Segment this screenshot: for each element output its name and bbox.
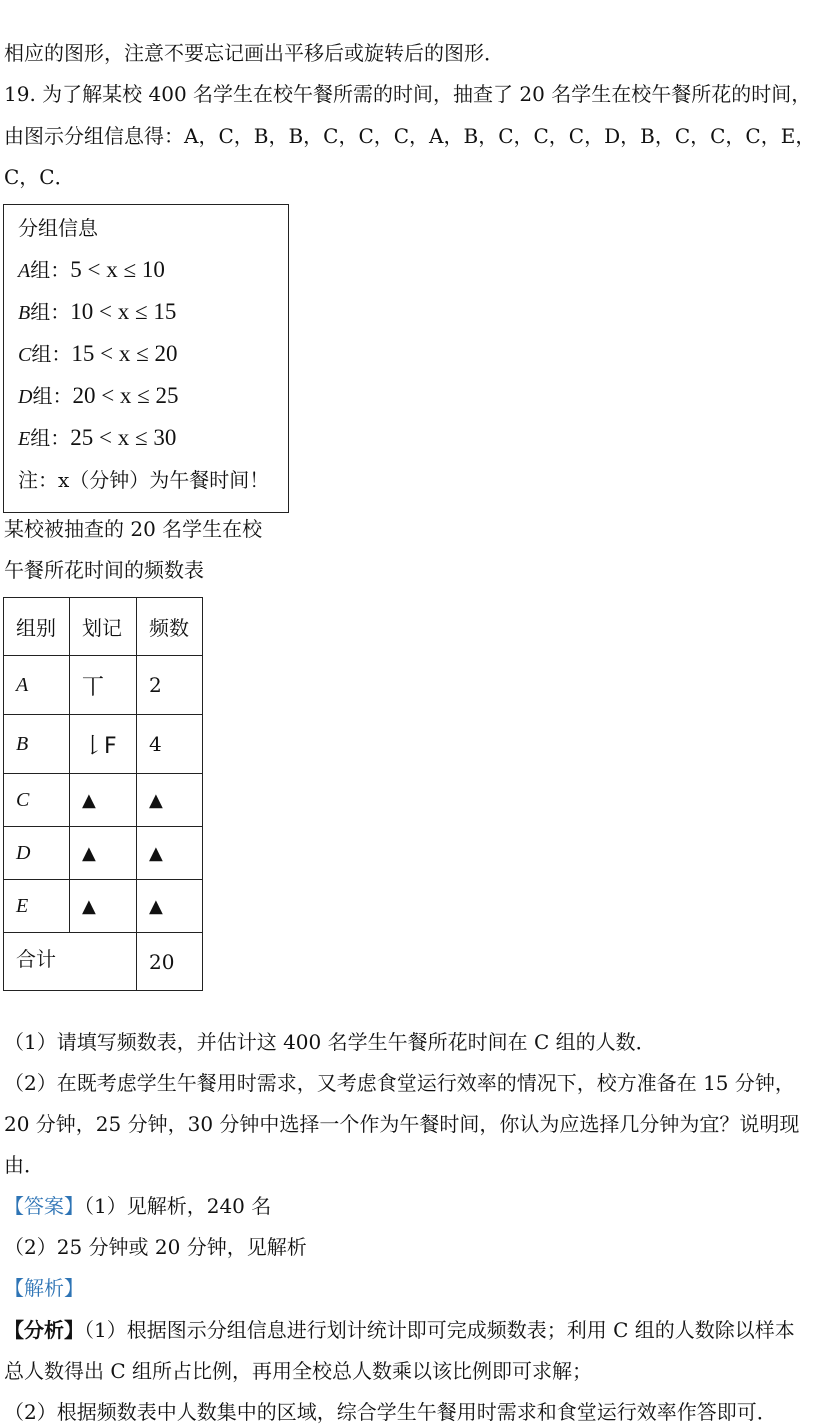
- group-name: A: [18, 260, 31, 282]
- group-name: E: [18, 428, 31, 450]
- group-name: B: [18, 302, 31, 324]
- analysis-p1-line1: （1）根据图示分组信息进行划计统计即可完成频数表；利用 C 组的人数除以样本: [84, 1318, 795, 1342]
- cell-count: ▲: [137, 880, 203, 933]
- cell-tally: 𠄌F: [70, 715, 137, 774]
- question-line-3: C，C．: [4, 165, 75, 189]
- group-name: D: [18, 386, 33, 408]
- group-suffix: 组：: [31, 342, 72, 366]
- table-total-row: [4, 933, 203, 991]
- cell-tally: ▲: [70, 880, 137, 933]
- frequency-table: [3, 597, 203, 991]
- question-line-2: 由图示分组信息得：A，C，B，B，C，C，C，A，B，C，C，C，D，B，C，C，C，E，: [4, 124, 816, 148]
- cell-total-value: 20: [137, 933, 203, 991]
- table-row: [4, 656, 203, 715]
- cell-tally: 丅: [70, 656, 137, 715]
- table-caption-line-2: 午餐所花时间的频数表: [4, 558, 204, 582]
- table-row: [4, 774, 203, 827]
- analysis-p1-line2: 总人数得出 C 组所占比例，再用全校总人数乘以该比例即可求解；: [4, 1359, 593, 1383]
- analysis-line-1: [4, 1317, 795, 1343]
- group-row-c: [18, 341, 177, 368]
- header-group: 组别: [4, 598, 70, 656]
- group-suffix: 组：: [30, 426, 71, 450]
- group-suffix: 组：: [30, 258, 71, 282]
- cell-count: 2: [137, 656, 203, 715]
- group-info-box: [3, 204, 289, 513]
- sub-question-2-line-3: 由．: [4, 1153, 44, 1177]
- analysis-p2: （2）根据频数表中人数集中的区域，综合学生午餐用时需求和食堂运行效率作答即可．: [4, 1400, 777, 1424]
- cell-tally: ▲: [70, 827, 137, 880]
- cell-count: ▲: [137, 827, 203, 880]
- group-range: 15 < x ≤ 20: [71, 341, 178, 366]
- group-row-a: [18, 257, 165, 284]
- table-row: [4, 715, 203, 774]
- table-row: [4, 880, 203, 933]
- answer-tag: 【答案】: [4, 1194, 84, 1218]
- cell-tally: ▲: [70, 774, 137, 827]
- group-suffix: 组：: [30, 300, 71, 324]
- group-info-title: 分组信息: [18, 216, 98, 240]
- group-range: 25 < x ≤ 30: [70, 425, 177, 450]
- group-name: C: [18, 344, 32, 366]
- group-range: 20 < x ≤ 25: [72, 383, 179, 408]
- cell-total-label: 合计: [4, 933, 137, 991]
- cell-group: A: [4, 656, 70, 715]
- header-tally: 划记: [70, 598, 137, 656]
- cell-group: C: [4, 774, 70, 827]
- group-range: 5 < x ≤ 10: [70, 257, 165, 282]
- table-header-row: [4, 598, 203, 656]
- group-range: 10 < x ≤ 15: [70, 299, 177, 324]
- group-row-d: [18, 383, 179, 410]
- answer-line-1: [4, 1193, 271, 1219]
- table-caption-line-1: 某校被抽查的 20 名学生在校: [4, 517, 263, 541]
- header-count: 频数: [137, 598, 203, 656]
- table-row: [4, 827, 203, 880]
- answer-1: （1）见解析，240 名: [84, 1194, 272, 1218]
- sub-question-1: （1）请填写频数表，并估计这 400 名学生午餐所花时间在 C 组的人数．: [4, 1030, 656, 1054]
- cell-group: D: [4, 827, 70, 880]
- group-info-note: 注：x（分钟）为午餐时间！: [18, 468, 270, 492]
- cell-count: ▲: [137, 774, 203, 827]
- sub-question-2-line-2: 20 分钟，25 分钟，30 分钟中选择一个作为午餐时间，你认为应选择几分钟为宜？说明现: [4, 1112, 800, 1136]
- question-line-1: 19. 为了解某校 400 名学生在校午餐所需的时间，抽查了 20 名学生在校午餐所花的时间，: [4, 82, 812, 106]
- analysis-tag: 【解析】: [4, 1276, 84, 1300]
- answer-2: （2）25 分钟或 20 分钟，见解析: [4, 1235, 307, 1259]
- group-row-b: [18, 299, 176, 326]
- cell-group: B: [4, 715, 70, 774]
- group-suffix: 组：: [32, 384, 73, 408]
- intro-line: 相应的图形，注意不要忘记画出平移后或旋转后的图形．: [4, 41, 504, 65]
- group-row-e: [18, 425, 176, 452]
- sub-question-2-line-1: （2）在既考虑学生午餐用时需求，又考虑食堂运行效率的情况下，校方准备在 15 分钟，: [4, 1071, 795, 1095]
- cell-count: 4: [137, 715, 203, 774]
- fenxi-tag: 【分析】: [4, 1318, 84, 1342]
- cell-group: E: [4, 880, 70, 933]
